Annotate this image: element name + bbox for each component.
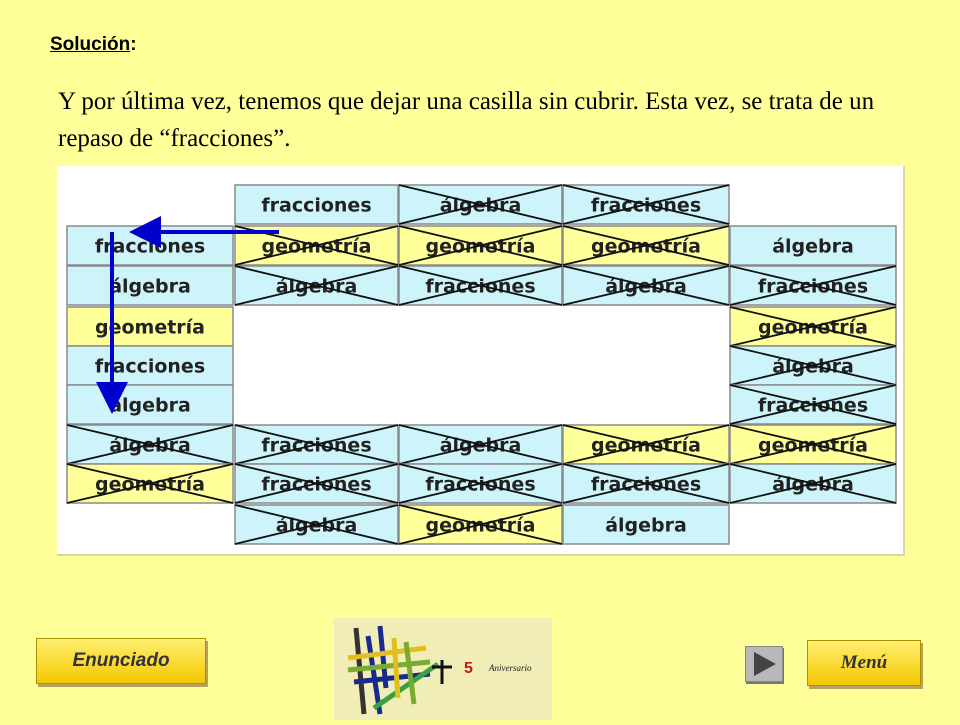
board-cell-label: álgebra — [772, 473, 854, 496]
board-cell-label: fracciones — [94, 235, 206, 258]
board-cell — [730, 385, 896, 424]
board-cell-label: álgebra — [605, 275, 687, 298]
board-cell — [67, 346, 233, 385]
board-cell-label: fracciones — [590, 473, 702, 496]
board-cell-label: fracciones — [757, 394, 869, 417]
board-cell — [730, 346, 896, 385]
board-grid — [57, 166, 903, 554]
logo-text: Aniversario — [489, 663, 532, 673]
board-cell-label: álgebra — [109, 394, 191, 417]
board-cell — [563, 425, 729, 464]
board-cell — [730, 425, 896, 464]
board-cell-label: fracciones — [261, 473, 372, 496]
board-cell-label: geometría — [425, 235, 536, 258]
logo-number: 5 — [464, 660, 473, 677]
board-cell-label: álgebra — [439, 194, 522, 217]
board-cell-label: fracciones — [425, 473, 536, 496]
board-cell-label: geometría — [590, 434, 702, 457]
board-cell-label: geometría — [94, 316, 206, 339]
board-cell — [235, 185, 398, 224]
board-cell — [563, 464, 729, 503]
menu-button[interactable]: Menú — [807, 640, 921, 686]
board-cell — [235, 266, 398, 305]
board-cell — [563, 226, 729, 265]
board-cell — [563, 505, 729, 544]
board-cell-label: álgebra — [772, 235, 854, 258]
board-cell — [730, 307, 896, 346]
board-cell — [235, 505, 398, 544]
play-triangle-icon — [746, 647, 782, 681]
board-cell-label: fracciones — [590, 194, 702, 217]
board-cell — [399, 266, 562, 305]
board-cell — [399, 464, 562, 503]
board-cell-label: fracciones — [94, 355, 206, 378]
board-cell-label: geometría — [261, 235, 372, 258]
board-cell-label: geometría — [94, 473, 206, 496]
board-cell-label: álgebra — [605, 514, 687, 537]
board-cell-label: álgebra — [109, 275, 191, 298]
puzzle-board — [57, 166, 905, 556]
board-cell — [399, 185, 562, 224]
solution-heading-label: Solución — [50, 34, 131, 55]
board-cell — [67, 307, 233, 346]
solution-heading-colon: : — [130, 34, 137, 55]
board-cell — [563, 185, 729, 224]
board-cell-label: álgebra — [109, 434, 191, 457]
board-cell-label: álgebra — [772, 355, 854, 378]
board-cell-label: geometría — [590, 235, 702, 258]
board-cell-label: fracciones — [261, 194, 372, 217]
board-cell — [235, 464, 398, 503]
board-cell — [399, 425, 562, 464]
board-cell — [730, 226, 896, 265]
board-cell-label: fracciones — [757, 275, 869, 298]
board-cell-label: álgebra — [275, 275, 358, 298]
board-cell-label: geometría — [425, 514, 536, 537]
solution-heading — [50, 34, 137, 56]
board-cell-label: álgebra — [275, 514, 358, 537]
board-cell — [399, 505, 562, 544]
next-arrow-button[interactable] — [745, 646, 783, 682]
board-cell — [67, 464, 233, 503]
board-cell-label: geometría — [757, 316, 869, 339]
board-cell — [235, 425, 398, 464]
instruction-paragraph: Y por última vez, tenemos que dejar una casilla sin cubrir. Esta vez, se trata de un repaso de “fracciones”. — [58, 88, 875, 152]
board-cell-label: fracciones — [425, 275, 536, 298]
board-cell — [67, 266, 233, 305]
board-cell — [730, 464, 896, 503]
board-cell — [399, 226, 562, 265]
board-cell-label: geometría — [757, 434, 869, 457]
board-cell-label: álgebra — [439, 434, 522, 457]
enunciado-button[interactable]: Enunciado — [36, 638, 206, 684]
board-cell — [67, 425, 233, 464]
board-cell — [730, 266, 896, 305]
aniversario-logo — [334, 618, 552, 720]
board-cell — [563, 266, 729, 305]
board-cell-label: fracciones — [261, 434, 372, 457]
board-cell — [67, 385, 233, 424]
